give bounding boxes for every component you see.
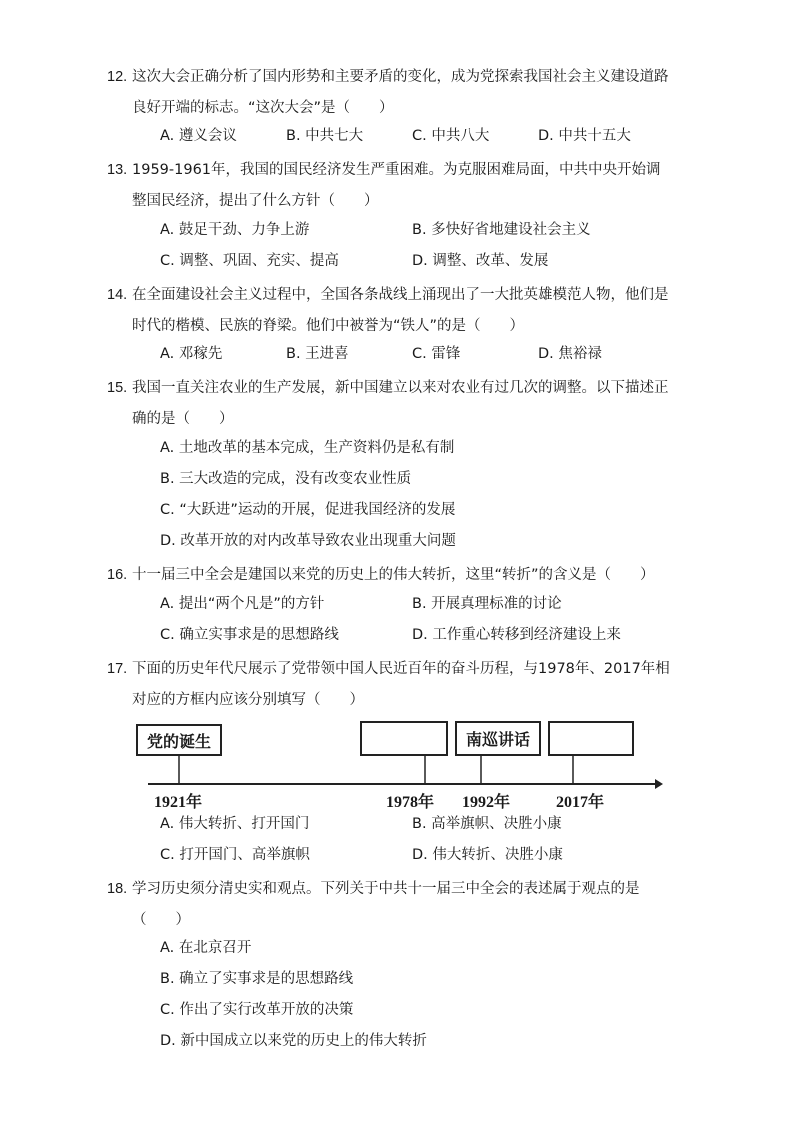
option-b[interactable]: B. 高举旗帜、决胜小康: [412, 816, 562, 832]
timeline-figure: [130, 716, 670, 816]
option-b[interactable]: B. 开展真理标准的讨论: [412, 596, 562, 612]
option-a[interactable]: A. 鼓足干劲、力争上游: [160, 222, 310, 238]
timeline-year-1921: 1921年: [154, 794, 203, 811]
option-b[interactable]: B. 多快好省地建设社会主义: [412, 222, 591, 238]
question-number: 16.: [107, 567, 128, 583]
option-a[interactable]: A. 在北京召开: [160, 940, 252, 956]
question-14: [107, 280, 672, 342]
timeline-year-1978: 1978年: [386, 794, 435, 811]
option-b[interactable]: B. 确立了实事求是的思想路线: [160, 971, 354, 987]
option-d[interactable]: D. 伟大转折、决胜小康: [412, 847, 563, 863]
timeline-year-2017: 2017年: [556, 794, 605, 811]
question-number: 18.: [107, 881, 128, 897]
question-stem: 这次大会正确分析了国内形势和主要矛盾的变化，成为党探索我国社会主义建设道路良好开端的标志。“这次大会”是（ ）: [132, 69, 669, 116]
option-d[interactable]: D. 新中国成立以来党的历史上的伟大转折: [160, 1033, 427, 1049]
question-13: [107, 155, 672, 217]
question-number: 17.: [107, 661, 128, 677]
question-stem: 十一届三中全会是建国以来党的历史上的伟大转折，这里“转折”的含义是（ ）: [132, 567, 655, 583]
question-stem: 下面的历史年代尺展示了党带领中国人民近百年的奋斗历程，与1978年、2017年相对应的方框内应该分别填写（ ）: [132, 661, 670, 708]
option-b[interactable]: B. 王进喜: [286, 346, 349, 362]
option-c[interactable]: C. 作出了实行改革开放的决策: [160, 1002, 354, 1018]
question-number: 15.: [107, 380, 128, 396]
option-c[interactable]: C. 调整、巩固、充实、提高: [160, 253, 339, 269]
option-d[interactable]: D. 工作重心转移到经济建设上来: [412, 627, 621, 643]
option-a[interactable]: A. 提出“两个凡是”的方针: [160, 596, 325, 612]
option-c[interactable]: C. 确立实事求是的思想路线: [160, 627, 339, 643]
question-stem: 1959-1961年，我国的国民经济发生严重困难。为克服困难局面，中共中央开始调整国民经济，提出了什么方针（ ）: [132, 162, 661, 209]
option-c[interactable]: C. 中共八大: [412, 128, 490, 144]
option-a[interactable]: A. 邓稼先: [160, 346, 223, 362]
question-stem: 学习历史须分清史实和观点。下列关于中共十一届三中全会的表述属于观点的是（ ）: [132, 881, 640, 928]
timeline-year-1992: 1992年: [462, 794, 511, 811]
timeline-box-1978-blank: [360, 721, 448, 756]
question-number: 13.: [107, 162, 128, 178]
question-number: 14.: [107, 287, 128, 303]
option-a[interactable]: A. 伟大转折、打开国门: [160, 816, 310, 832]
question-15: [107, 373, 672, 435]
option-d[interactable]: D. 焦裕禄: [538, 346, 602, 362]
option-b[interactable]: B. 三大改造的完成，没有改变农业性质: [160, 471, 412, 487]
timeline-box-1992: 南巡讲话: [455, 721, 541, 756]
question-18: [107, 874, 672, 936]
question-17: [107, 654, 672, 716]
question-number: 12.: [107, 69, 128, 85]
question-stem: 我国一直关注农业的生产发展，新中国建立以来对农业有过几次的调整。以下描述正确的是（ ）: [132, 380, 669, 427]
question-12: [107, 62, 672, 124]
question-16: [107, 560, 672, 591]
option-c[interactable]: C. “大跃进”运动的开展，促进我国经济的发展: [160, 502, 456, 518]
option-c[interactable]: C. 雷锋: [412, 346, 461, 362]
option-b[interactable]: B. 中共七大: [286, 128, 364, 144]
option-a[interactable]: A. 土地改革的基本完成，生产资料仍是私有制: [160, 440, 455, 456]
question-stem: 在全面建设社会主义过程中，全国各条战线上涌现出了一大批英雄模范人物，他们是时代的楷模、民族的脊梁。他们中被誉为“铁人”的是（ ）: [132, 287, 669, 334]
option-c[interactable]: C. 打开国门、高举旗帜: [160, 847, 310, 863]
option-d[interactable]: D. 中共十五大: [538, 128, 631, 144]
timeline-box-1921: 党的诞生: [136, 724, 222, 756]
timeline-box-2017-blank: [548, 721, 634, 756]
option-a[interactable]: A. 遵义会议: [160, 128, 237, 144]
option-d[interactable]: D. 改革开放的对内改革导致农业出现重大问题: [160, 533, 456, 549]
option-d[interactable]: D. 调整、改革、发展: [412, 253, 549, 269]
